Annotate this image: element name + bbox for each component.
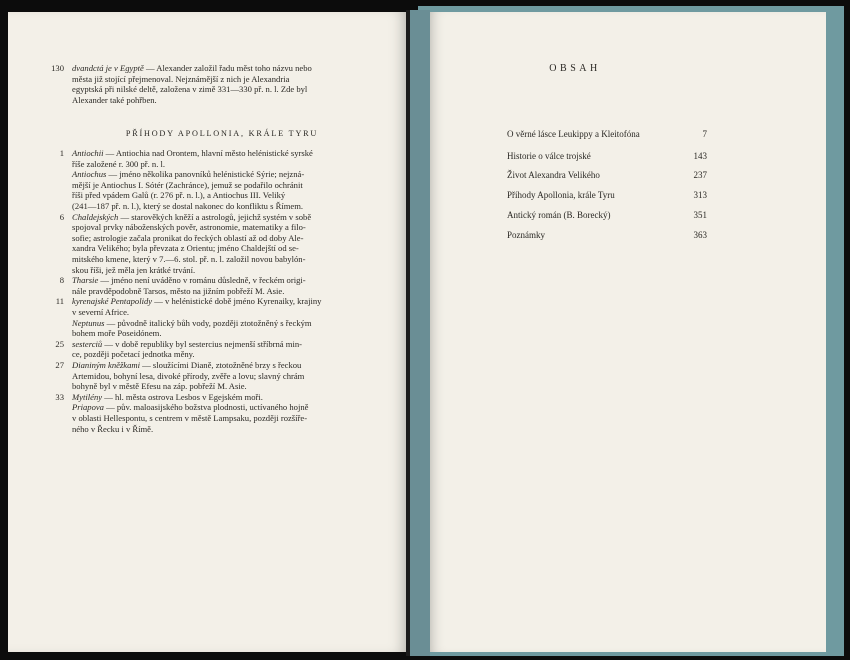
toc-entry-page: 143 — [693, 151, 707, 161]
note-line: ce, později početací jednotka měny. — [72, 349, 195, 360]
note-entry — [72, 402, 382, 434]
note-line: sesterciů — v době republiky byl sestercius nejmenší stříbrná min- — [72, 338, 303, 349]
toc-entry — [507, 190, 707, 200]
note-line: Antiochus — jméno několika panovníků helénistické Sýrie; nejzná- — [72, 169, 305, 180]
note-entry — [59, 148, 382, 169]
note-number: 11 — [55, 296, 64, 307]
toc-entry-page: 7 — [702, 129, 707, 139]
toc-entry — [507, 129, 707, 139]
note-number: 130 — [51, 63, 64, 73]
toc-entry — [507, 151, 707, 161]
note-line: bohyně byl v městě Efesu na záp. pobřeží M. Asie. — [72, 381, 247, 392]
note-line: mitského kmene, který v 7.—6. stol. př. n. l. založil novou babylón- — [72, 253, 306, 264]
toc-entry-label: Příhody Apollonia, krále Tyru — [507, 190, 615, 200]
toc-entry-page: 351 — [693, 210, 707, 220]
note-line: sofie; astrologie začala pronikat do řeckých oblastí až od doby Ale- — [72, 232, 304, 243]
note-line: nále pravděpodobně Tarsos, město na jižním pobřeží M. Asie. — [72, 285, 285, 296]
note-line: ného v Řecku i v Římě. — [72, 423, 154, 434]
note-line: (241—187 př. n. l.), který se dostal nakonec do konfliktu s Římem. — [72, 200, 304, 211]
note-entry — [72, 318, 382, 339]
toc-entry — [507, 210, 707, 220]
note-line: Artemidou, bohyní lesa, divoké přírody, zvěře a lovu; slavný chrám — [72, 370, 305, 381]
note-entry — [59, 275, 382, 296]
note-number: 6 — [59, 211, 64, 222]
note-130 — [51, 63, 382, 105]
note-entry — [59, 211, 382, 276]
note-line: xandra Velikého; byla převzata z Orientu; jméno Chaldejští od se- — [72, 243, 299, 254]
book-spine — [408, 10, 430, 656]
note-number: 27 — [55, 360, 64, 370]
note-line: v oblasti Hellespontu, s centrem v městě Lampsaku, později rozšíře- — [72, 412, 308, 423]
note-line: bohem moře Poseidónem. — [72, 328, 162, 339]
note-line: Mytilény — hl. města ostrova Lesbos v Egejském moři. — [72, 391, 263, 402]
toc-entry-page: 363 — [693, 230, 707, 240]
note-line: Antiochii — Antiochia nad Orontem, hlavní město helénistické syrské — [72, 148, 313, 158]
note-number: 25 — [55, 338, 64, 349]
spine-shadow — [406, 10, 410, 656]
note-line: Tharsie — jméno není uváděno v románu důsledně, v řeckém origi- — [72, 275, 306, 286]
toc-entry — [507, 230, 707, 240]
note-line: Neptunus — původně italický bůh vody, později ztotožněný s řeckým — [72, 317, 312, 328]
toc-entry-label: O věrné lásce Leukippy a Kleitofóna — [507, 129, 640, 139]
note-line: Alexander také pohřben. — [72, 94, 157, 105]
toc-entry-page: 237 — [693, 170, 707, 180]
note-line: Dianiným kněžkami — sloužícími Dianě, ztotožněné brzy s řeckou — [72, 360, 302, 370]
note-entry — [55, 296, 382, 317]
toc-entry-label: Život Alexandra Velikého — [507, 170, 600, 180]
note-line: spojoval prvky náboženských pověr, astronomie, matematiky a filo- — [72, 222, 306, 233]
note-line: mější je Antiochus I. Sótér (Zachránce), jemuž se podařilo ochránit — [72, 179, 303, 190]
note-line: skou říši, jež měla jen krátké trvání. — [72, 264, 196, 275]
note-line: říši před vpádem Galů (r. 276 př. n. l.), a Antiochus III. Veliký — [72, 190, 286, 201]
toc-entry-label: Poznámky — [507, 230, 545, 240]
toc-entry-page: 313 — [693, 190, 707, 200]
note-line: kyrenajské Pentapolidy — v helénistické době jméno Kyrenaiky, krajiny — [72, 296, 322, 307]
note-line: Priapova — pův. maloasijského božstva plodnosti, uctívaného hojně — [72, 402, 309, 413]
section-title: PŘÍHODY APOLLONIA, KRÁLE TYRU — [125, 129, 319, 138]
note-line: města již stojící přejmenoval. Nejznámější z nich je Alexandria — [72, 73, 290, 84]
toc-entry-label: Historie o válce trojské — [507, 151, 591, 161]
note-number: 8 — [59, 275, 64, 286]
note-line: Chaldejských — starověkých kněží a astrologů, jejichž systém v sobě — [72, 211, 312, 222]
toc-entry-label: Antický román (B. Borecký) — [507, 210, 611, 220]
note-entry — [55, 338, 382, 360]
note-entry — [55, 391, 382, 403]
note-line: egyptská při nilské deltě, založena v zimě 331—330 př. n. l. Zde byl — [72, 84, 308, 95]
note-line: dvandctá je v Egyptě — Alexander založil řadu měst toho názvu nebo — [72, 63, 312, 73]
note-line: v severní Africe. — [72, 306, 130, 317]
toc-entry — [507, 170, 707, 180]
note-number: 33 — [55, 391, 64, 402]
note-entry — [55, 360, 382, 392]
note-number: 1 — [59, 148, 64, 158]
right-page — [430, 12, 826, 652]
note-entry — [72, 169, 382, 211]
toc-title: OBSAH — [549, 63, 601, 74]
note-line: říše založené r. 300 př. n. l. — [72, 158, 166, 169]
